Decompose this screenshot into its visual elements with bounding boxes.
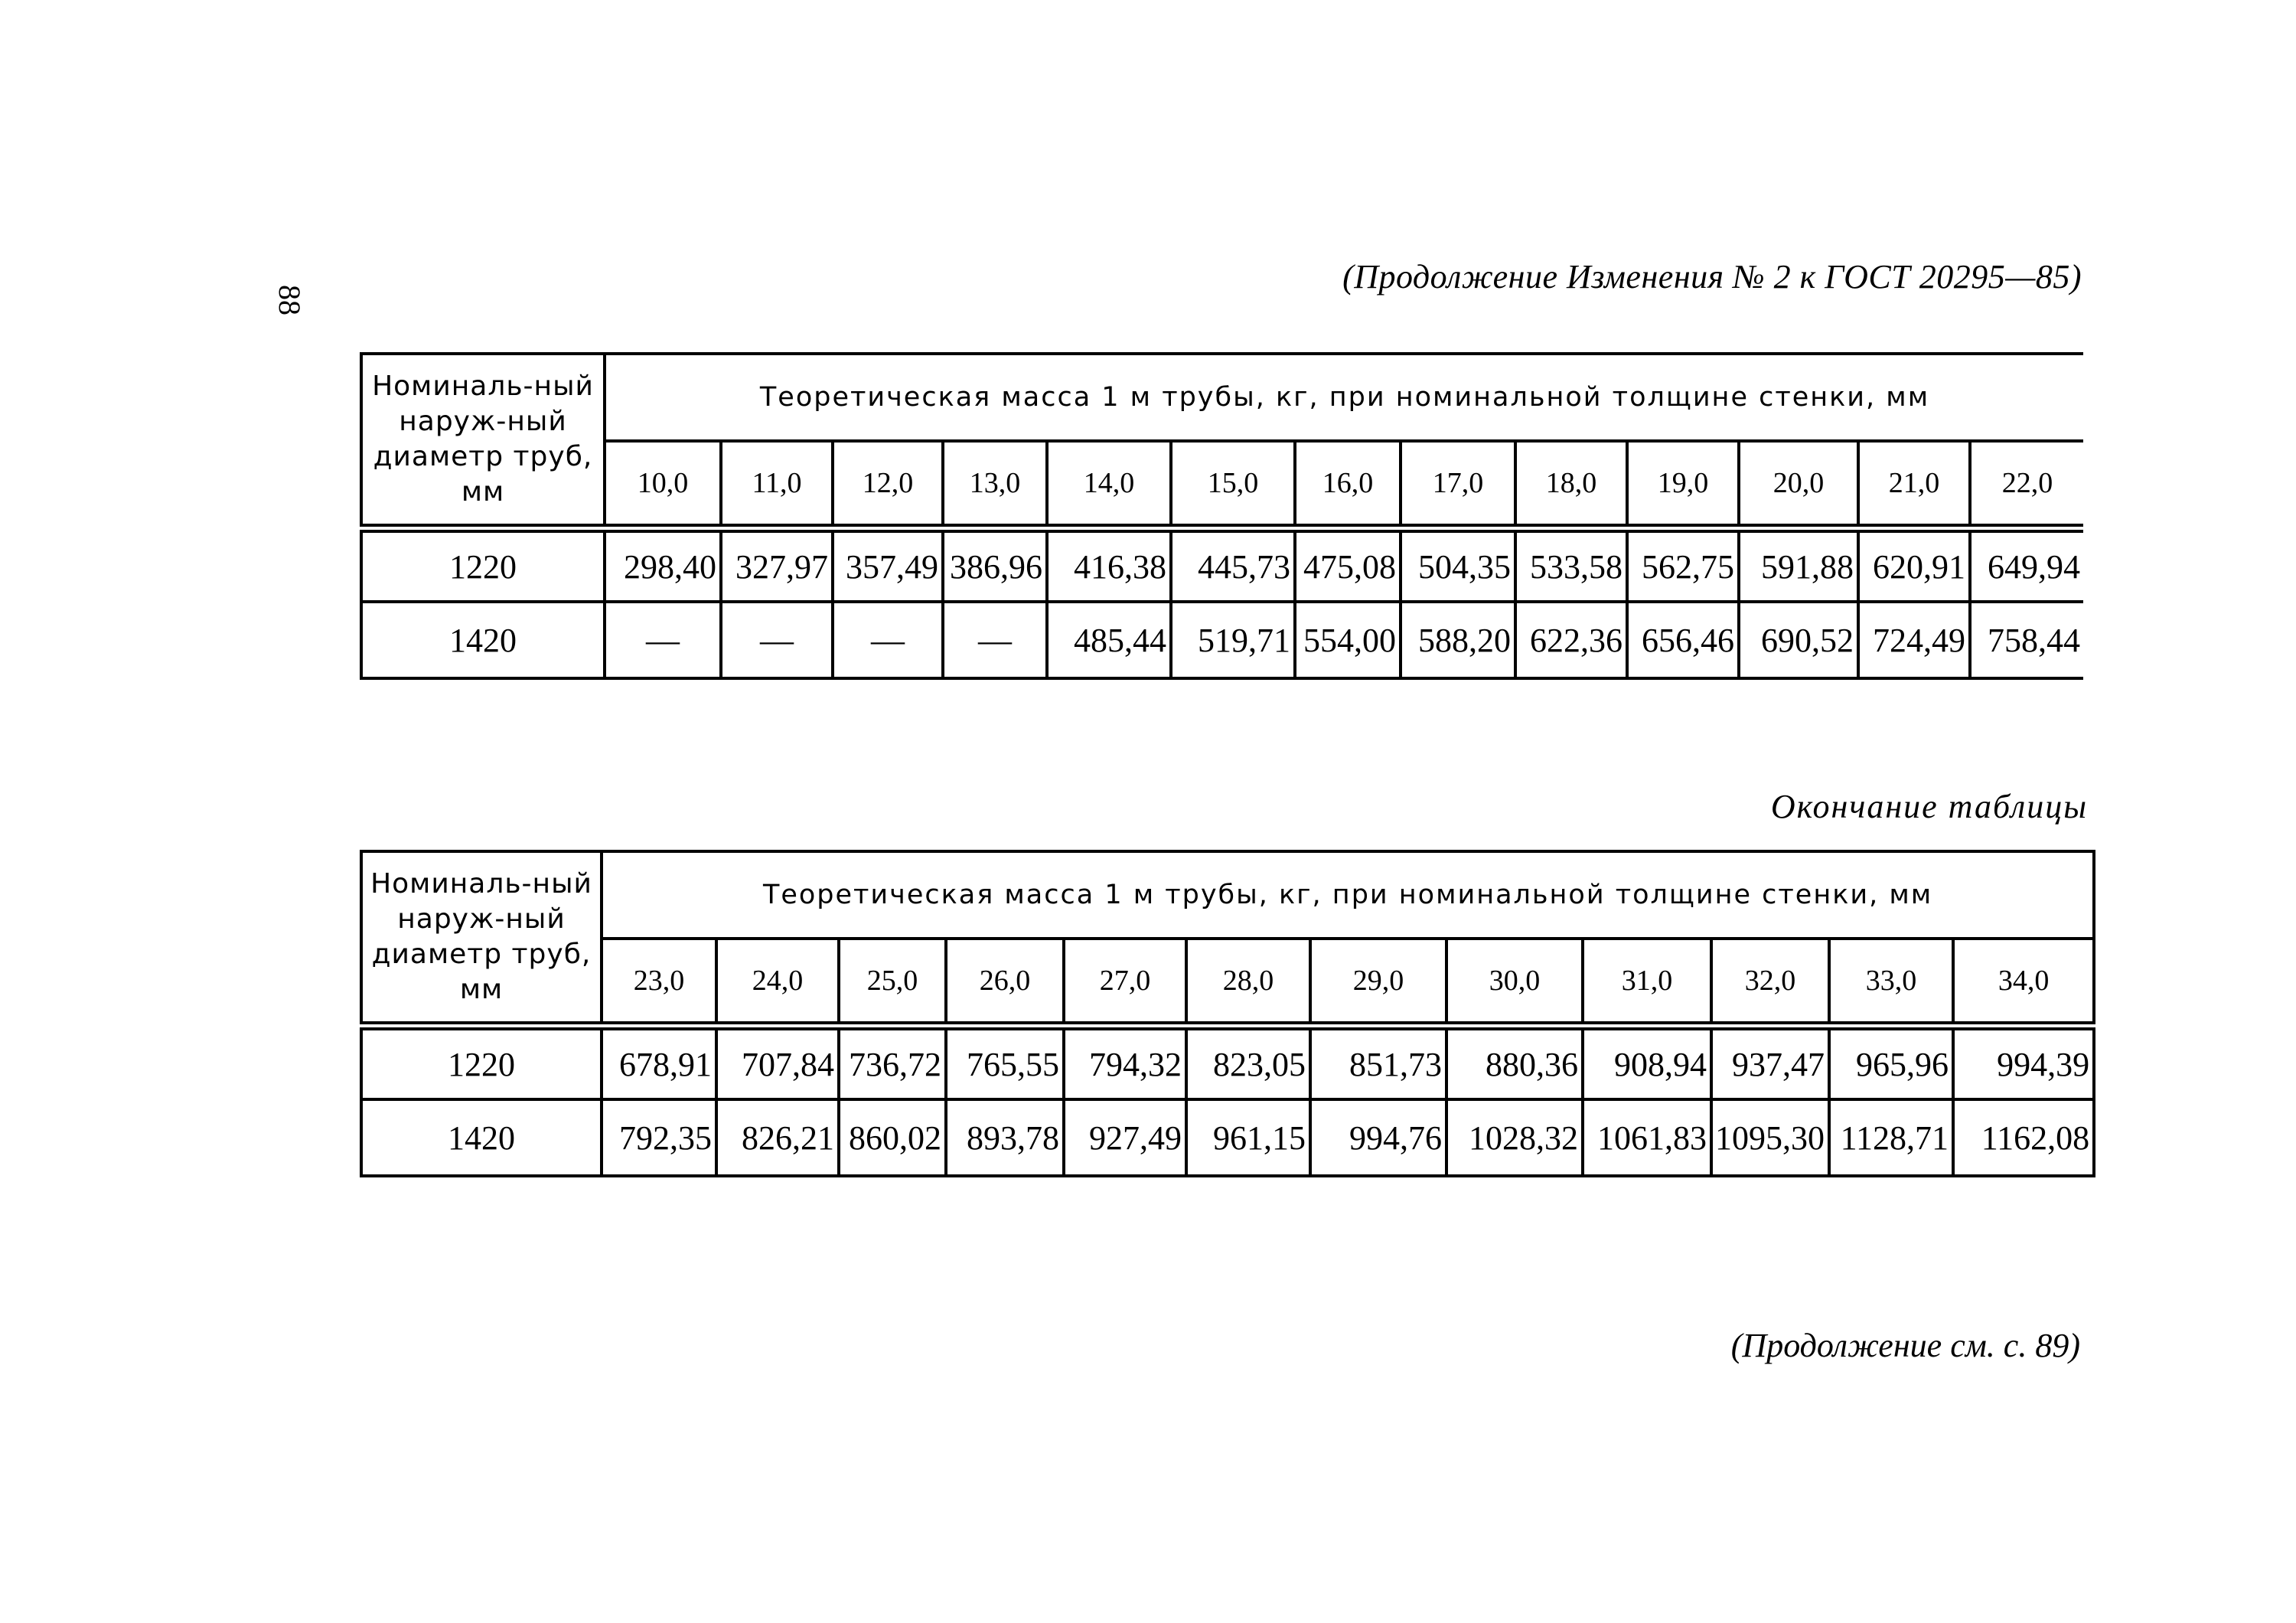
mass-cell: 678,91 (602, 1026, 716, 1099)
diameter-header: Номиналь-ный наруж-ный диаметр труб, мм (361, 354, 605, 528)
mass-cell: 690,52 (1739, 602, 1858, 678)
mass-cell: 1095,30 (1711, 1099, 1829, 1176)
thickness-header: 21,0 (1858, 441, 1970, 528)
thickness-header: 24,0 (716, 939, 839, 1026)
mass-cell: 823,05 (1186, 1026, 1310, 1099)
diameter-header: Номиналь-ный наруж-ный диаметр труб, мм (361, 851, 602, 1026)
thickness-header: 33,0 (1829, 939, 1953, 1026)
mass-cell: 893,78 (946, 1099, 1064, 1176)
thickness-header: 34,0 (1953, 939, 2094, 1026)
thickness-header: 11,0 (721, 441, 833, 528)
mass-cell: 794,32 (1064, 1026, 1186, 1099)
page-number: 88 (272, 285, 307, 315)
mass-cell: 519,71 (1171, 602, 1295, 678)
thickness-header: 15,0 (1171, 441, 1295, 528)
mass-cell: 908,94 (1583, 1026, 1711, 1099)
mass-cell: 485,44 (1047, 602, 1171, 678)
pipe-mass-table-2 (360, 850, 2095, 1177)
thickness-header: 32,0 (1711, 939, 1829, 1026)
thickness-header: 14,0 (1047, 441, 1171, 528)
table-ending-note: Окончание таблицы (1770, 788, 2088, 825)
thickness-header: 28,0 (1186, 939, 1310, 1026)
thickness-header: 19,0 (1627, 441, 1739, 528)
thickness-header: 12,0 (833, 441, 943, 528)
mass-cell: — (943, 602, 1047, 678)
table-row (361, 528, 2083, 602)
table-row (361, 1099, 2094, 1176)
thickness-header: 13,0 (943, 441, 1047, 528)
mass-cell: 994,39 (1953, 1026, 2094, 1099)
thickness-header: 20,0 (1739, 441, 1858, 528)
mass-group-header: Теоретическая масса 1 м трубы, кг, при номинальной толщине стенки, мм (605, 354, 2083, 441)
continuation-header: (Продолжение Изменения № 2 к ГОСТ 20295—85) (1342, 258, 2082, 296)
thickness-header: 25,0 (839, 939, 946, 1026)
mass-cell: 591,88 (1739, 528, 1858, 602)
mass-cell: 504,35 (1401, 528, 1515, 602)
diameter-cell: 1220 (361, 528, 605, 602)
mass-cell: 851,73 (1310, 1026, 1446, 1099)
mass-cell: 1128,71 (1829, 1099, 1953, 1176)
thickness-header-row (361, 441, 2083, 528)
mass-cell: 475,08 (1295, 528, 1401, 602)
mass-cell: 860,02 (839, 1099, 946, 1176)
diameter-cell: 1220 (361, 1026, 602, 1099)
thickness-header: 23,0 (602, 939, 716, 1026)
mass-cell: 826,21 (716, 1099, 839, 1176)
mass-cell: 961,15 (1186, 1099, 1310, 1176)
thickness-header: 10,0 (605, 441, 721, 528)
mass-cell: 736,72 (839, 1026, 946, 1099)
mass-cell: 649,94 (1970, 528, 2083, 602)
mass-cell: 965,96 (1829, 1026, 1953, 1099)
mass-cell: 562,75 (1627, 528, 1739, 602)
mass-cell: 724,49 (1858, 602, 1970, 678)
mass-cell: — (721, 602, 833, 678)
mass-cell: 758,44 (1970, 602, 2083, 678)
mass-cell: 937,47 (1711, 1026, 1829, 1099)
mass-cell: 327,97 (721, 528, 833, 602)
mass-cell: 416,38 (1047, 528, 1171, 602)
mass-cell: 620,91 (1858, 528, 1970, 602)
mass-cell: 554,00 (1295, 602, 1401, 678)
thickness-header-row (361, 939, 2094, 1026)
diameter-cell: 1420 (361, 602, 605, 678)
mass-cell: 298,40 (605, 528, 721, 602)
mass-cell: 792,35 (602, 1099, 716, 1176)
thickness-header: 17,0 (1401, 441, 1515, 528)
mass-cell: 880,36 (1446, 1026, 1583, 1099)
mass-cell: 656,46 (1627, 602, 1739, 678)
mass-cell: 1061,83 (1583, 1099, 1711, 1176)
mass-cell: 386,96 (943, 528, 1047, 602)
mass-cell: 707,84 (716, 1026, 839, 1099)
table-row (361, 1026, 2094, 1099)
mass-cell: 1028,32 (1446, 1099, 1583, 1176)
mass-cell: 765,55 (946, 1026, 1064, 1099)
thickness-header: 29,0 (1310, 939, 1446, 1026)
thickness-header: 22,0 (1970, 441, 2083, 528)
pipe-mass-table-1 (360, 352, 2083, 680)
thickness-header: 27,0 (1064, 939, 1186, 1026)
mass-cell: 445,73 (1171, 528, 1295, 602)
mass-cell: 588,20 (1401, 602, 1515, 678)
mass-cell: 533,58 (1515, 528, 1627, 602)
thickness-header: 26,0 (946, 939, 1064, 1026)
mass-cell: 357,49 (833, 528, 943, 602)
continuation-footer: (Продолжение см. с. 89) (1730, 1327, 2080, 1364)
mass-cell: 1162,08 (1953, 1099, 2094, 1176)
mass-cell: 622,36 (1515, 602, 1627, 678)
mass-cell: — (833, 602, 943, 678)
mass-cell: — (605, 602, 721, 678)
thickness-header: 18,0 (1515, 441, 1627, 528)
thickness-header: 16,0 (1295, 441, 1401, 528)
diameter-cell: 1420 (361, 1099, 602, 1176)
mass-cell: 994,76 (1310, 1099, 1446, 1176)
thickness-header: 31,0 (1583, 939, 1711, 1026)
mass-cell: 927,49 (1064, 1099, 1186, 1176)
table-row (361, 602, 2083, 678)
thickness-header: 30,0 (1446, 939, 1583, 1026)
mass-group-header: Теоретическая масса 1 м трубы, кг, при номинальной толщине стенки, мм (602, 851, 2094, 939)
